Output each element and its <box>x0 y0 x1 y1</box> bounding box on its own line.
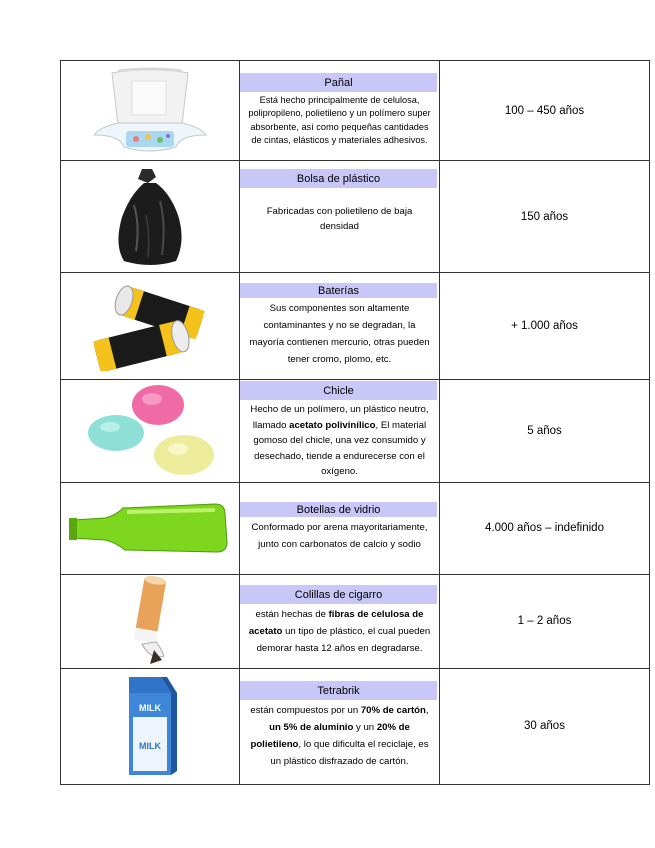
image-cell <box>61 273 240 380</box>
item-description: Hecho de un polímero, un plástico neutro, llamado acetato polivinílico, El material gomoso del chicle, una vez consumido y desechado, tiende a endurecerse con el oxígeno. <box>250 404 429 477</box>
degradation-table <box>60 60 650 785</box>
item-description: Conformado por arena mayoritariamente, junto con carbonatos de calcio y sodio <box>251 522 428 550</box>
degradation-time: 5 años <box>440 380 650 483</box>
item-title: Pañal <box>240 73 437 92</box>
table-row <box>61 482 650 574</box>
table-row <box>61 380 650 483</box>
trash-bag-icon <box>110 165 190 269</box>
degradation-time: 1 – 2 años <box>440 574 650 668</box>
description-cell <box>240 668 440 784</box>
item-description: Está hecho principalmente de celulosa, polipropileno, polietileno y un polímero super absorbente, así como pequeñas cantidades de cintas, elásticos y materiales adhesivos. <box>248 94 431 145</box>
description-cell <box>240 161 440 273</box>
milk-carton-icon <box>115 671 185 781</box>
item-description: Fabricadas con polietileno de baja densidad <box>266 205 413 232</box>
description-cell <box>240 380 440 483</box>
degradation-time: 100 – 450 años <box>440 61 650 161</box>
table-row <box>61 161 650 273</box>
table-row <box>61 61 650 161</box>
description-cell <box>240 273 440 380</box>
item-title: Chicle <box>240 381 437 400</box>
chewing-gum-icon <box>80 383 220 479</box>
item-title: Botellas de vidrio <box>240 502 437 517</box>
table-row <box>61 273 650 380</box>
description-cell <box>240 482 440 574</box>
image-cell <box>61 482 240 574</box>
batteries-icon <box>85 281 215 371</box>
item-description: están compuestos por un 70% de cartón, un 5% de aluminio y un 20% de polietileno, lo que dificulta el reciclaje, es un plástico disfrazado de cartón. <box>250 705 429 767</box>
image-cell <box>61 380 240 483</box>
diaper-icon <box>90 65 210 157</box>
degradation-time: + 1.000 años <box>440 273 650 380</box>
carton-label: MILK <box>139 703 161 713</box>
description-cell <box>240 574 440 668</box>
glass-bottle-icon <box>65 498 235 558</box>
item-title: Baterías <box>240 283 437 298</box>
image-cell <box>61 668 240 784</box>
degradation-time: 30 años <box>440 668 650 784</box>
image-cell <box>61 574 240 668</box>
item-title: Tetrabrik <box>240 681 437 700</box>
cigarette-butt-icon <box>120 576 180 666</box>
image-cell <box>61 61 240 161</box>
item-title: Bolsa de plástico <box>240 169 437 188</box>
item-description: Sus componentes son altamente contaminantes y no se degradan, la mayoría contienen mercurio, otras pueden tener cromo, plomo, etc. <box>249 303 430 365</box>
image-cell <box>61 161 240 273</box>
degradation-time: 150 años <box>440 161 650 273</box>
table-row <box>61 668 650 784</box>
table-row <box>61 574 650 668</box>
item-title: Colillas de cigarro <box>240 585 437 604</box>
carton-label: MILK <box>139 741 161 751</box>
item-description: están hechas de fibras de celulosa de acetato un tipo de plástico, el cual pueden demorar hasta 12 años en degradarse. <box>248 608 431 654</box>
description-cell <box>240 61 440 161</box>
degradation-time: 4.000 años – indefinido <box>440 482 650 574</box>
